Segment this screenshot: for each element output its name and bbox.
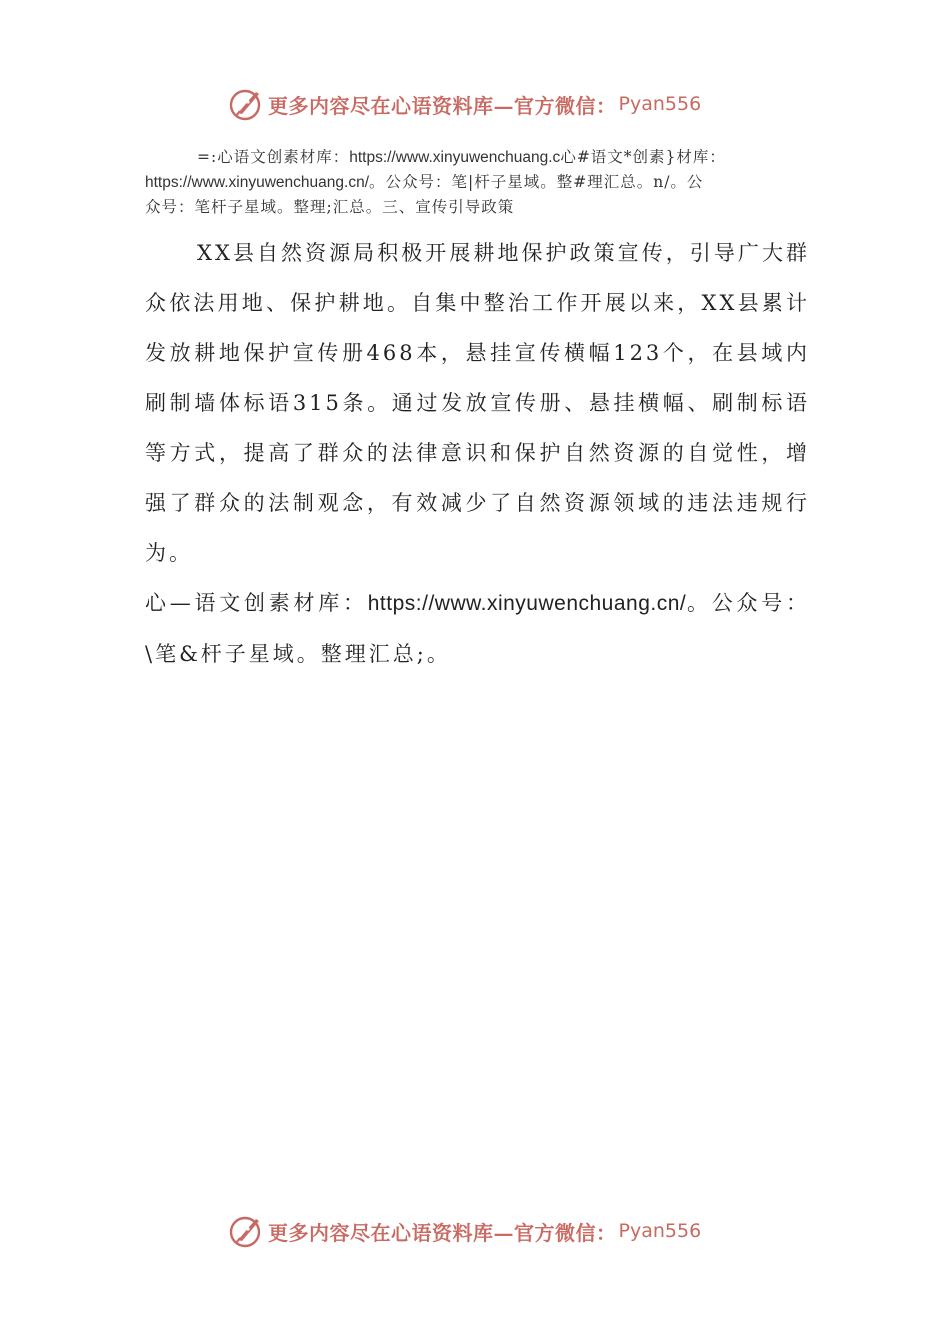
body-text [145, 228, 810, 679]
banner-text: 更多内容尽在心语资料库—官方微信： [268, 1220, 617, 1245]
footer-url: https://www.xinyuwenchuang.cn/ [367, 592, 687, 615]
watermark-text-block [145, 145, 810, 220]
footer-banner [228, 1211, 728, 1251]
quill-logo-icon [228, 86, 264, 122]
banner-text: 更多内容尽在心语资料库—官方微信： [268, 93, 617, 118]
banner-wechat-id: Pyan556 [618, 1220, 702, 1242]
header-banner [228, 84, 728, 124]
small-url-2: https://www.xinyuwenchuang.cn/ [145, 174, 370, 191]
footer-source-line: 心—语文创素材库：https://www.xinyuwenchuang.cn/。公众号：\笔&杆子星域。整理汇总;。 [145, 591, 810, 666]
banner-wechat-id: Pyan556 [618, 93, 702, 115]
small-line-2: https://www.xinyuwenchuang.cn/。公众号：笔|杆子星域。整#理汇总。n/。公 [145, 173, 704, 191]
small-url-1: https://www.xinyuwenchuang.c [349, 149, 561, 166]
small-line-1: =:心语文创素材库：https://www.xinyuwenchuang.c心#语文*创素}材库： [197, 148, 726, 166]
quill-logo-icon [228, 1213, 264, 1249]
small-line-3: 众号：笔杆子星域。整理;汇总。三、宣传引导政策 [145, 198, 515, 216]
main-paragraph: XX县自然资源局积极开展耕地保护政策宣传，引导广大群众依法用地、保护耕地。自集中整治工作开展以来，XX县累计发放耕地保护宣传册468本，悬挂宣传横幅123个，在县域内刷制墙体标语315条。通过发放宣传册、悬挂横幅、刷制标语等方式，提高了群众的法律意识和保护自然资源的自觉性，增强了群众的法制观念，有效减少了自然资源领域的违法违规行为。 [145, 241, 810, 565]
